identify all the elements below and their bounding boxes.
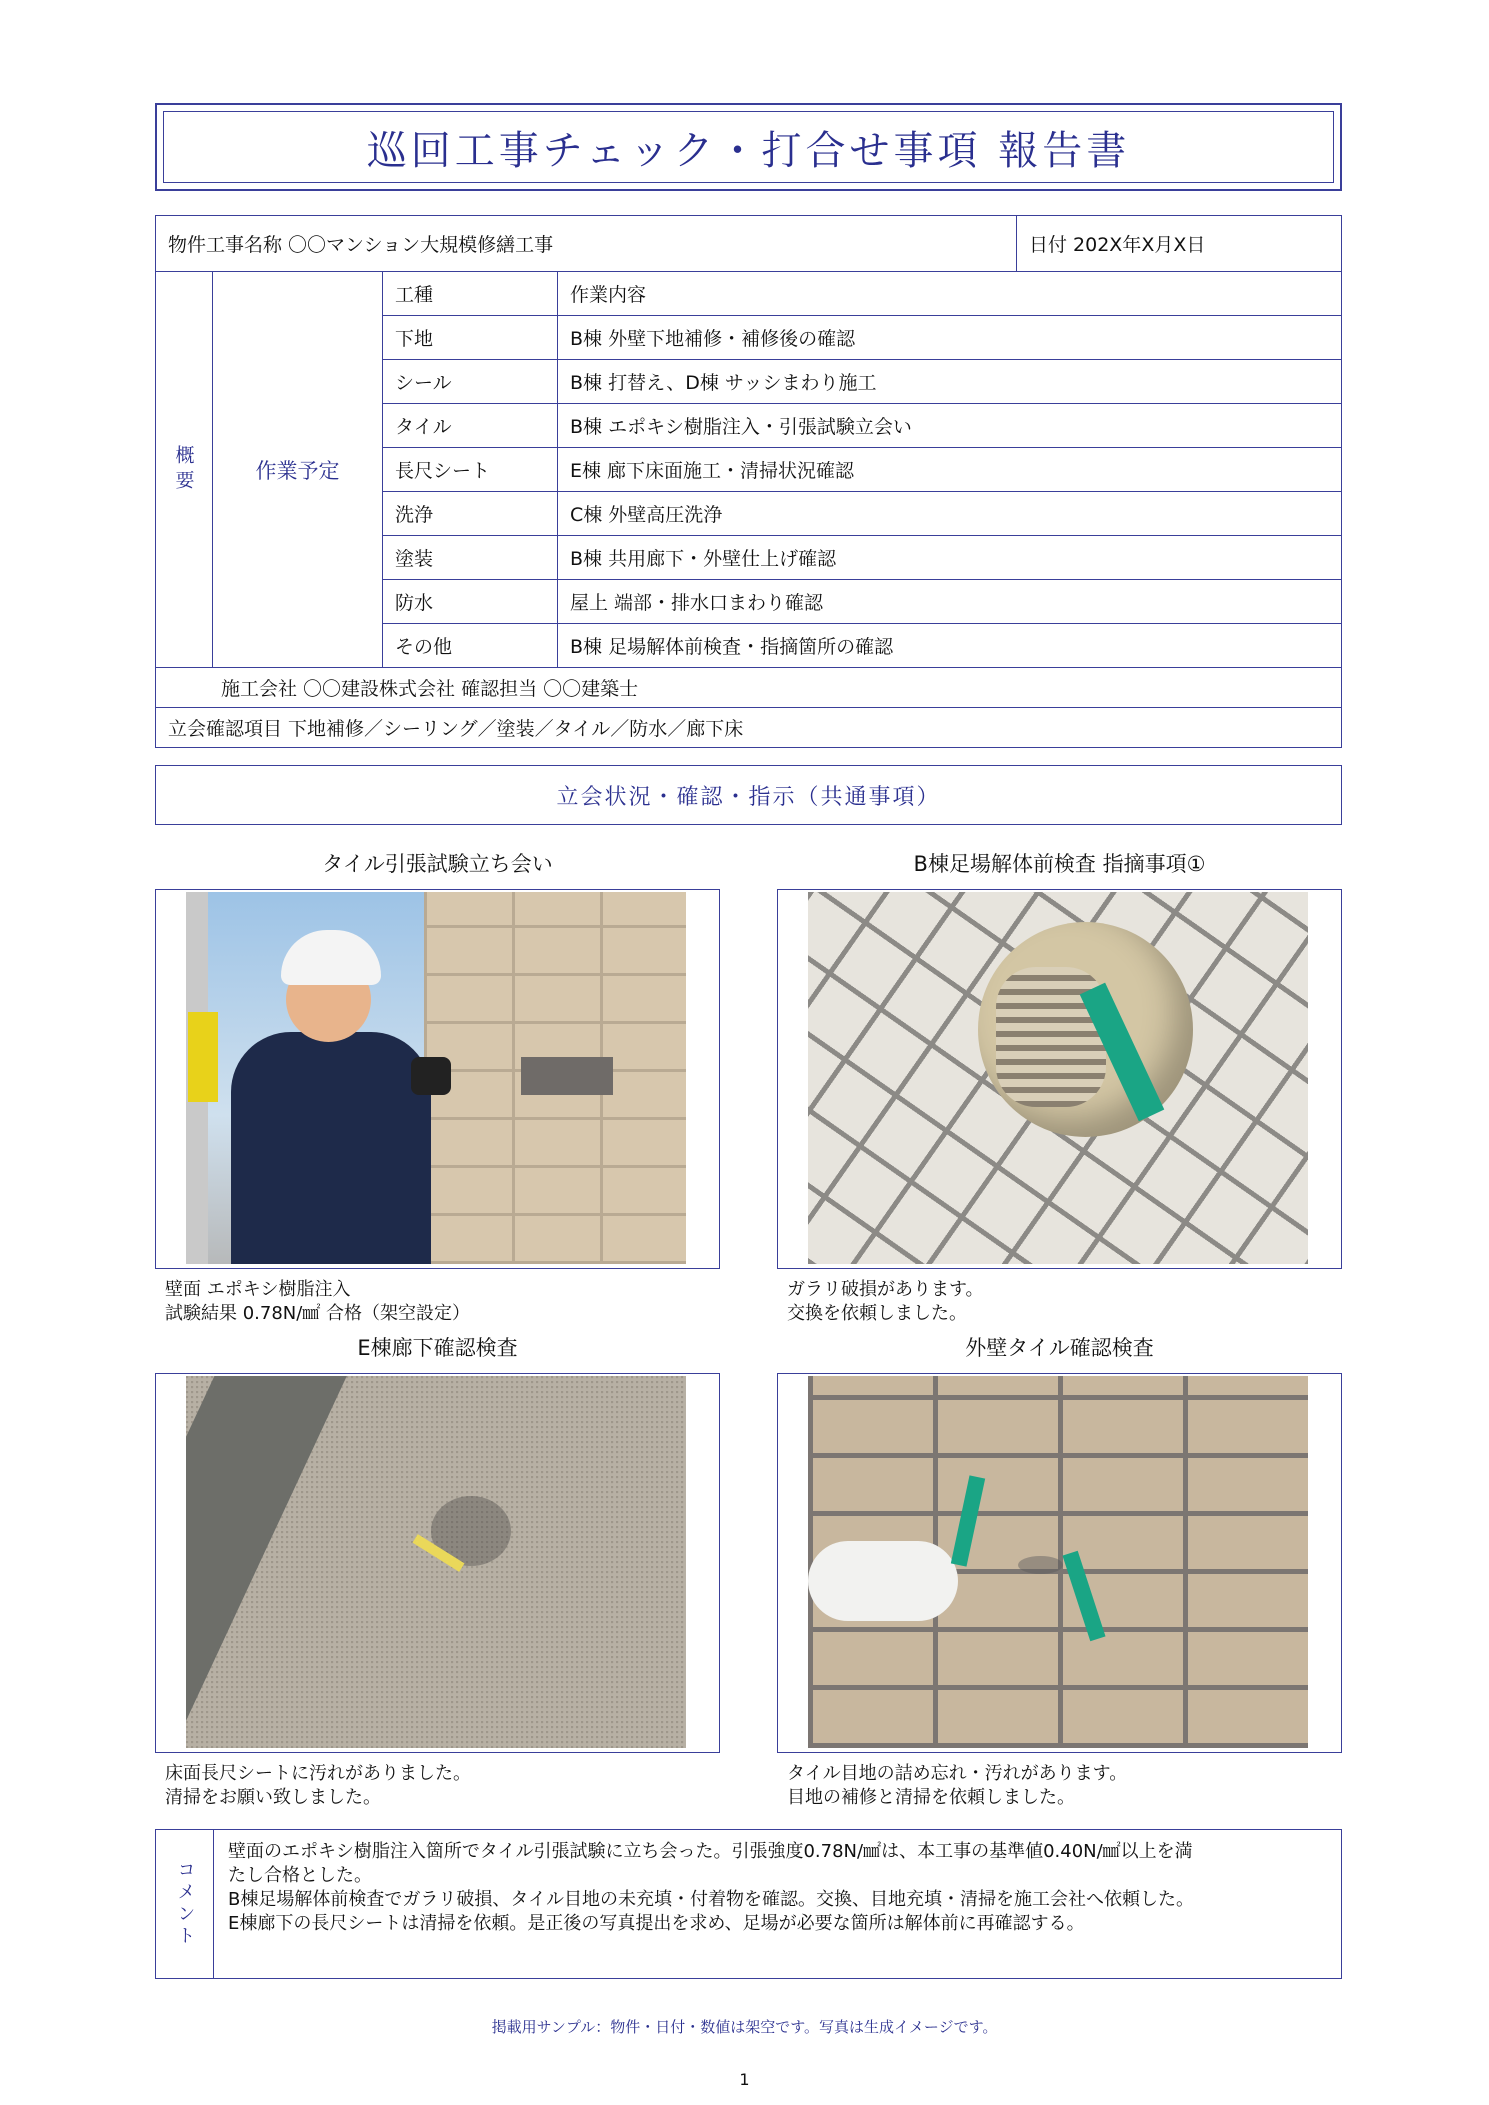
work-content: B棟 打替え、D棟 サッシまわり施工 bbox=[558, 360, 1342, 404]
report-title: 巡回工事チェック・打合せ事項 報告書 bbox=[163, 111, 1334, 183]
caption-line: 目地の補修と清掃を依頼しました。 bbox=[787, 1787, 1075, 1808]
work-type: その他 bbox=[383, 624, 558, 668]
photo-frame bbox=[155, 1373, 720, 1753]
work-content: B棟 エポキシ樹脂注入・引張試験立会い bbox=[558, 404, 1342, 448]
overview-label: 概要 bbox=[156, 272, 213, 668]
report-date: 日付 202X年X月X日 bbox=[1017, 216, 1342, 272]
photo-caption bbox=[787, 1278, 984, 1326]
photo-frame bbox=[777, 1373, 1342, 1753]
caption-line: 清掃をお願い致しました。 bbox=[165, 1787, 381, 1808]
photo-title: 外壁タイル確認検査 bbox=[965, 1336, 1154, 1360]
work-content: C棟 外壁高圧洗浄 bbox=[558, 492, 1342, 536]
photo-caption bbox=[165, 1762, 471, 1810]
photo-title: タイル引張試験立ち会い bbox=[322, 852, 553, 876]
caption-line: 交換を依頼しました。 bbox=[787, 1303, 967, 1324]
check-items: 立会確認項目 下地補修／シーリング／塗装／タイル／防水／廊下床 bbox=[156, 708, 1342, 748]
section-title: 立会状況・確認・指示（共通事項） bbox=[155, 765, 1342, 825]
work-type: 塗装 bbox=[383, 536, 558, 580]
footer-note: 掲載用サンプル：物件・日付・数値は架空です。写真は生成イメージです。 bbox=[491, 2018, 998, 2036]
check-items-row bbox=[156, 708, 1342, 748]
comment-text bbox=[228, 1840, 1327, 1936]
comment-box bbox=[155, 1829, 1342, 1979]
header-row bbox=[156, 216, 1342, 272]
comment-line: E棟廊下の長尺シートは清掃を依頼。是正後の写真提出を求め、足場が必要な箇所は解体前に再確認する。 bbox=[228, 1913, 1085, 1934]
comment-label: コメント bbox=[156, 1830, 214, 1978]
caption-line: 壁面 エポキシ樹脂注入 bbox=[165, 1279, 351, 1300]
work-type: 下地 bbox=[383, 316, 558, 360]
page-number: 1 bbox=[739, 2070, 750, 2089]
photo-caption bbox=[165, 1278, 470, 1326]
work-content: 屋上 端部・排水口まわり確認 bbox=[558, 580, 1342, 624]
work-type: タイル bbox=[383, 404, 558, 448]
work-content: B棟 足場解体前検査・指摘箇所の確認 bbox=[558, 624, 1342, 668]
schedule-header-type: 工種 bbox=[383, 272, 558, 316]
photo-caption bbox=[787, 1762, 1127, 1810]
caption-line: 床面長尺シートに汚れがありました。 bbox=[165, 1763, 471, 1784]
comment-line: B棟足場解体前検査でガラリ破損、タイル目地の未充填・付着物を確認。交換、目地充填・清掃を施工会社へ依頼した。 bbox=[228, 1889, 1194, 1910]
caption-line: タイル目地の詰め忘れ・汚れがあります。 bbox=[787, 1763, 1128, 1784]
work-type: シール bbox=[383, 360, 558, 404]
work-type: 洗浄 bbox=[383, 492, 558, 536]
schedule-header-content: 作業内容 bbox=[558, 272, 1342, 316]
comment-line: たし合格とした。 bbox=[228, 1865, 372, 1886]
work-content: E棟 廊下床面施工・清掃状況確認 bbox=[558, 448, 1342, 492]
contractor-line: 施工会社 〇〇建設株式会社 確認担当 〇〇建築士 bbox=[156, 668, 1342, 708]
work-content: B棟 外壁下地補修・補修後の確認 bbox=[558, 316, 1342, 360]
photo-frame bbox=[777, 889, 1342, 1269]
plan-label: 作業予定 bbox=[213, 272, 383, 668]
photo-damaged-louver bbox=[808, 892, 1308, 1264]
schedule-row bbox=[156, 272, 1342, 316]
photo-frame bbox=[155, 889, 720, 1269]
comment-line: 壁面のエポキシ樹脂注入箇所でタイル引張試験に立ち会った。引張強度0.78N/㎟は、本工事の基準値0.40N/㎟以上を満 bbox=[228, 1841, 1193, 1862]
photo-tile-pull-test bbox=[186, 892, 686, 1264]
contractor-row bbox=[156, 668, 1342, 708]
caption-line: ガラリ破損があります。 bbox=[787, 1279, 984, 1300]
work-type: 防水 bbox=[383, 580, 558, 624]
photo-wall-tile-joint bbox=[808, 1376, 1308, 1748]
photo-title: E棟廊下確認検査 bbox=[357, 1336, 518, 1360]
work-content: B棟 共用廊下・外壁仕上げ確認 bbox=[558, 536, 1342, 580]
work-type: 長尺シート bbox=[383, 448, 558, 492]
project-name: 物件工事名称 〇〇マンション大規模修繕工事 bbox=[156, 216, 1017, 272]
caption-line: 試験結果 0.78N/㎟ 合格（架空設定） bbox=[165, 1303, 471, 1324]
photo-corridor-floor bbox=[186, 1376, 686, 1748]
title-frame bbox=[155, 103, 1342, 191]
photo-title: B棟足場解体前検査 指摘事項① bbox=[913, 852, 1206, 876]
summary-table bbox=[155, 215, 1342, 748]
